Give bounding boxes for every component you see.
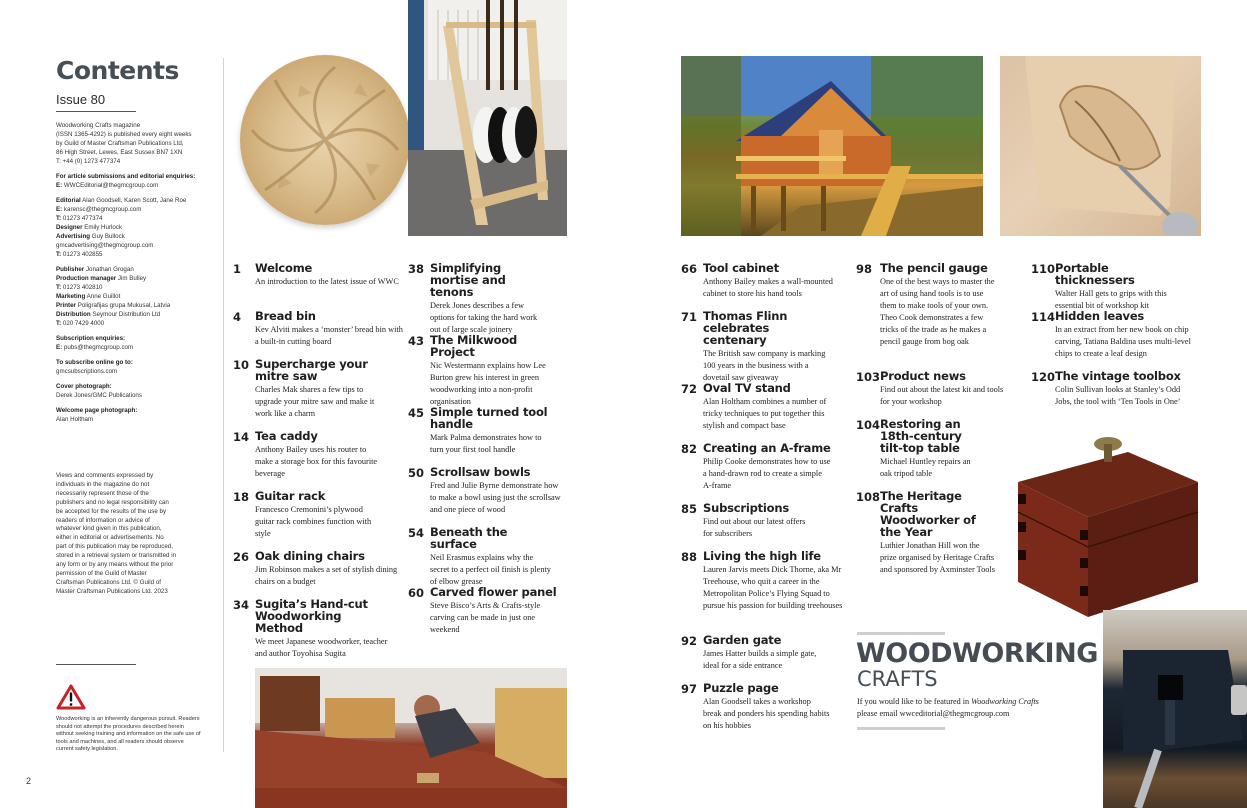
contents-sidebar — [56, 56, 221, 430]
toc-description: Nic Westermann explains how Lee Burton grew his interest in green woodworking into a non-profit organisation — [430, 361, 546, 406]
subscription-enquiries: Subscription enquiries: E: pubs@thegmcgroup.com — [56, 335, 134, 351]
toc-entry[interactable] — [408, 586, 558, 636]
masthead-crafts: CRAFTS — [857, 667, 938, 691]
toc-entry[interactable] — [408, 406, 548, 456]
toc-description: Find out about our latest offers for subscribers — [703, 517, 806, 538]
staff-credits: Editorial Alan Goodsell, Karen Scott, Jane Roe E: karensc@thegmcgroup.com T: 01273 477374 Designer Emily Hurlock Advertising Guy Bullock gmcadvertising@thegmcgroup.com T: 01273 402855 — [56, 197, 187, 258]
toc-description: Neil Erasmus explains why the secret to a perfect oil finish is plenty of elbow grease — [430, 553, 551, 586]
toc-page-number: 60 — [408, 586, 425, 600]
toc-title: Guitar rack — [255, 489, 326, 503]
toc-entry[interactable] — [1031, 310, 1196, 360]
toc-page-number: 110 — [1031, 262, 1056, 276]
toc-title: Sugita’s Hand-cut Woodworking Method — [255, 597, 368, 635]
submissions-email-link[interactable]: WWCEditorial@thegmcgroup.com — [63, 182, 159, 189]
toc-entry[interactable] — [681, 682, 831, 732]
planing-table-photo — [255, 668, 567, 808]
toc-entry[interactable] — [1031, 262, 1191, 312]
toc-description: Alan Holtham combines a number of tricky techniques to put together this stylish and compact base — [703, 397, 827, 430]
submissions-info: For article submissions and editorial enquiries: E: WWCEditorial@thegmcgroup.com — [56, 173, 196, 189]
toc-entry[interactable] — [233, 598, 388, 660]
toc-title: Hidden leaves — [1055, 309, 1145, 323]
page-title: Contents — [56, 56, 179, 85]
toc-entry[interactable] — [233, 550, 403, 588]
toc-page-number: 38 — [408, 262, 425, 276]
toc-entry[interactable] — [681, 550, 846, 612]
subscribe-online-link[interactable]: gmcsubscriptions.com — [56, 368, 118, 375]
toc-page-number: 14 — [233, 430, 250, 444]
toc-page-number: 66 — [681, 262, 698, 276]
toc-entry[interactable] — [408, 262, 548, 336]
legal-disclaimer: Views and comments expressed by individuals in the magazine do not necessarily represent those of the publishers and no legal responsibility can be accepted for the results of the use by readers of information or advice of whatever kind given in this publication, either in editorial or advertisements. No part of this publication may be reproduced, stored in a retrieval system or transmitted in any form or by any means without the prior permission of the Guild of Master Craftsman Publications Ltd. © Guild of Master Craftsman Publications Ltd. 2023 — [56, 472, 177, 595]
toc-page-number: 4 — [233, 310, 242, 324]
divider — [56, 664, 136, 665]
dovetail-box-photo — [1008, 422, 1208, 622]
toc-description: Luthier Jonathan Hill won the prize organised by Heritage Crafts and sponsored by Axminster Tools — [880, 541, 995, 574]
toc-description: Walter Hall gets to grips with this essential bit of workshop kit — [1055, 289, 1167, 310]
toc-page-number: 54 — [408, 526, 425, 540]
masthead-rule-top — [857, 632, 945, 635]
toc-description: Derek Jones describes a few options for taking the hard work out of large scale joinery — [430, 301, 538, 334]
toc-page-number: 97 — [681, 682, 698, 696]
warning-triangle-icon — [56, 684, 86, 710]
toc-title: The pencil gauge — [880, 261, 988, 275]
toc-description: Kev Alviti makes a ‘monster’ bread bin with a built-in cutting board — [255, 325, 403, 346]
toc-page-number: 72 — [681, 382, 698, 396]
toc-description: In an extract from her new book on chip carving, Tatiana Baldina uses multi-level chips to create a leaf design — [1055, 325, 1191, 358]
feature-invitation: If you would like to be featured in Woodworking Crafts please email wwceditorial@thegmcgroup.com — [857, 697, 1039, 718]
toc-description: Charles Mak shares a few tips to upgrade your mitre saw and make it work like a charm — [255, 385, 375, 418]
toc-title: The vintage toolbox — [1055, 369, 1181, 383]
toc-description: Mark Palma demonstrates how to turn your first tool handle — [430, 433, 542, 454]
toc-page-number: 1 — [233, 262, 242, 276]
toc-page-number: 43 — [408, 334, 425, 348]
toc-description: We meet Japanese woodworker, teacher and author Toyohisa Sugita — [255, 637, 388, 658]
toc-page-number: 50 — [408, 466, 425, 480]
imprint — [56, 121, 221, 424]
toc-description: Anthony Bailey makes a wall-mounted cabinet to store his hand tools — [703, 277, 833, 298]
toc-entry[interactable] — [856, 490, 996, 576]
toc-entry[interactable] — [233, 310, 403, 348]
toc-page-number: 114 — [1031, 310, 1056, 324]
toc-entry[interactable] — [233, 262, 403, 288]
leaf-carving-illustration — [1000, 56, 1201, 236]
toc-description: Fred and Julie Byrne demonstrate how to make a bowl using just the scrollsaw and one piece of wood — [430, 481, 561, 514]
toc-title: Simplifying mortise and tenons — [430, 261, 506, 299]
publisher-address: Woodworking Crafts magazine (ISSN 1365-4292) is published every eight weeks by Guild of Master Craftsman Publications Ltd, 86 High Street, Lewes, East Sussex BN7 1XN T: +44 (0) 1273 477374 — [56, 122, 192, 165]
toc-entry[interactable] — [681, 382, 841, 432]
toc-title: Supercharge your mitre saw — [255, 357, 368, 383]
toc-page-number: 18 — [233, 490, 250, 504]
toc-title: Restoring an 18th-century tilt-top table — [880, 417, 962, 455]
toc-description: Find out about the latest kit and tools for your workshop — [880, 385, 1004, 406]
toc-page-number: 10 — [233, 358, 250, 372]
toc-description: Anthony Bailey uses his router to make a storage box for this favourite beverage — [255, 445, 378, 478]
page-number: 2 — [26, 776, 32, 786]
guitar-rack-illustration — [408, 0, 567, 236]
toc-page-number: 82 — [681, 442, 698, 456]
toc-entry[interactable] — [408, 466, 563, 516]
toc-page-number: 85 — [681, 502, 698, 516]
toc-title: Product news — [880, 369, 966, 383]
dovetail-box-illustration — [1008, 422, 1208, 622]
toc-entry[interactable] — [856, 262, 998, 348]
column-divider — [223, 58, 224, 752]
toc-title: Thomas Flinn celebrates centenary — [703, 309, 788, 347]
toc-title: Living the high life — [703, 549, 821, 563]
toc-description: Jim Robinson makes a set of stylish dining chairs on a budget — [255, 565, 398, 586]
masthead-rule-bottom — [857, 727, 945, 730]
toc-description: Michael Huntley repairs an oak tripod table — [880, 457, 971, 478]
safety-warning: Woodworking is an inherently dangerous pursuit. Readers should not attempt the procedures described herein without seeking training and information on the safe use of tools and machines, and all readers should observe current safety legislation. — [56, 716, 201, 753]
toc-entry[interactable] — [1031, 370, 1191, 408]
divider — [56, 111, 136, 112]
toc-description: Lauren Jarvis meets Dick Thorne, aka Mr Treehouse, who quit a career in the Metropolitan Police’s Flying Squad to pursue his passion for building treehouses — [703, 565, 843, 610]
toc-description: One of the best ways to master the art of using hand tools is to use them to make tools of your own. Theo Cook demonstrates a few tricks of the trade as he makes a pencil gauge from bog oak — [880, 277, 995, 346]
toc-description: James Hatter builds a simple gate, ideal for a side entrance — [703, 649, 817, 670]
toc-entry[interactable] — [856, 418, 981, 480]
carving-pattern — [240, 55, 410, 225]
welcome-photo-credit: Welcome page photograph: Alan Holtham — [56, 407, 138, 423]
toc-title: Simple turned tool handle — [430, 405, 548, 431]
toc-title: Oak dining chairs — [255, 549, 365, 563]
toc-page-number: 71 — [681, 310, 698, 324]
toc-page-number: 103 — [856, 370, 881, 384]
toc-title: Beneath the surface — [430, 525, 508, 551]
treehouse-photo — [681, 56, 983, 236]
toc-description: Colin Sullivan looks at Stanley’s Odd Jobs, the tool with ‘Ten Tools in One’ — [1055, 385, 1181, 406]
treehouse-illustration — [681, 56, 983, 236]
cover-photo-credit: Cover photograph: Derek Jones/GMC Publications — [56, 383, 142, 399]
toc-title: The Heritage Crafts Woodworker of the Year — [880, 489, 976, 539]
toc-page-number: 108 — [856, 490, 881, 504]
toc-page-number: 120 — [1031, 370, 1056, 384]
toc-title: Puzzle page — [703, 681, 779, 695]
masthead-woodworking: WOODWORKING — [856, 638, 1098, 669]
toc-page-number: 34 — [233, 598, 250, 612]
toc-description: Alan Goodsell takes a workshop break and ponders his spending habits on his hobbies — [703, 697, 830, 730]
leaf-carving-photo — [1000, 56, 1201, 236]
toc-title: Bread bin — [255, 309, 316, 323]
toc-title: Scrollsaw bowls — [430, 465, 531, 479]
toc-title: Portable thicknessers — [1055, 261, 1135, 287]
subscription-email-link[interactable]: pubs@thegmcgroup.com — [63, 344, 134, 351]
toc-entry[interactable] — [233, 358, 378, 420]
toc-title: Welcome — [255, 261, 313, 275]
toc-description: Philip Cooke demonstrates how to use a hand-drawn rod to create a simple A-frame — [703, 457, 831, 490]
planing-illustration — [255, 668, 567, 808]
toc-title: Garden gate — [703, 633, 782, 647]
toc-entry[interactable] — [408, 334, 558, 408]
toc-page-number: 88 — [681, 550, 698, 564]
subscribe-online: To subscribe online go to: gmcsubscriptions.com — [56, 359, 133, 375]
guitar-rack-photo — [408, 0, 567, 236]
toc-title: Oval TV stand — [703, 381, 791, 395]
black-wood-jig-photo — [1103, 610, 1247, 808]
production-credits: Publisher Jonathan Grogan Production manager Jim Bulley T: 01273 402810 Marketing Anne Guillot Printer Poligrafijas grupa Mukusal, Latvia Distribution Seymour Distribution Ltd T: 020 7429 4000 — [56, 266, 171, 327]
toc-title: Tea caddy — [255, 429, 318, 443]
toc-entry[interactable] — [681, 310, 831, 384]
toc-page-number: 45 — [408, 406, 425, 420]
toc-page-number: 26 — [233, 550, 250, 564]
toc-entry[interactable] — [233, 430, 378, 480]
issue-number: Issue 80 — [56, 92, 106, 107]
toc-entry[interactable] — [233, 490, 378, 540]
toc-entry[interactable] — [681, 442, 831, 492]
toc-description: The British saw company is marking 100 years in the business with a dovetail saw giveaway — [703, 349, 826, 382]
toc-title: Subscriptions — [703, 501, 789, 515]
toc-title: The Milkwood Project — [430, 333, 518, 359]
toc-entry[interactable] — [681, 262, 846, 300]
toc-title: Carved flower panel — [430, 585, 557, 599]
toc-page-number: 104 — [856, 418, 881, 432]
toc-entry[interactable] — [681, 634, 821, 672]
toc-entry[interactable] — [408, 526, 553, 588]
jig-illustration — [1103, 610, 1247, 808]
toc-entry[interactable] — [681, 502, 816, 540]
toc-title: Tool cabinet — [703, 261, 779, 275]
toc-title: Creating an A-frame — [703, 441, 831, 455]
chip-carved-wheel-photo — [240, 55, 410, 225]
editorial-email-link[interactable]: please email wwceditorial@thegmcgroup.com — [857, 709, 1010, 718]
toc-entry[interactable] — [856, 370, 1006, 408]
toc-description: An introduction to the latest issue of WWC — [255, 277, 399, 286]
toc-page-number: 98 — [856, 262, 873, 276]
toc-description: Francesco Cremonini’s plywood guitar rack combines function with style — [255, 505, 372, 538]
toc-description: Steve Bisco’s Arts & Crafts-style carving can be made in just one weekend — [430, 601, 541, 634]
toc-page-number: 92 — [681, 634, 698, 648]
